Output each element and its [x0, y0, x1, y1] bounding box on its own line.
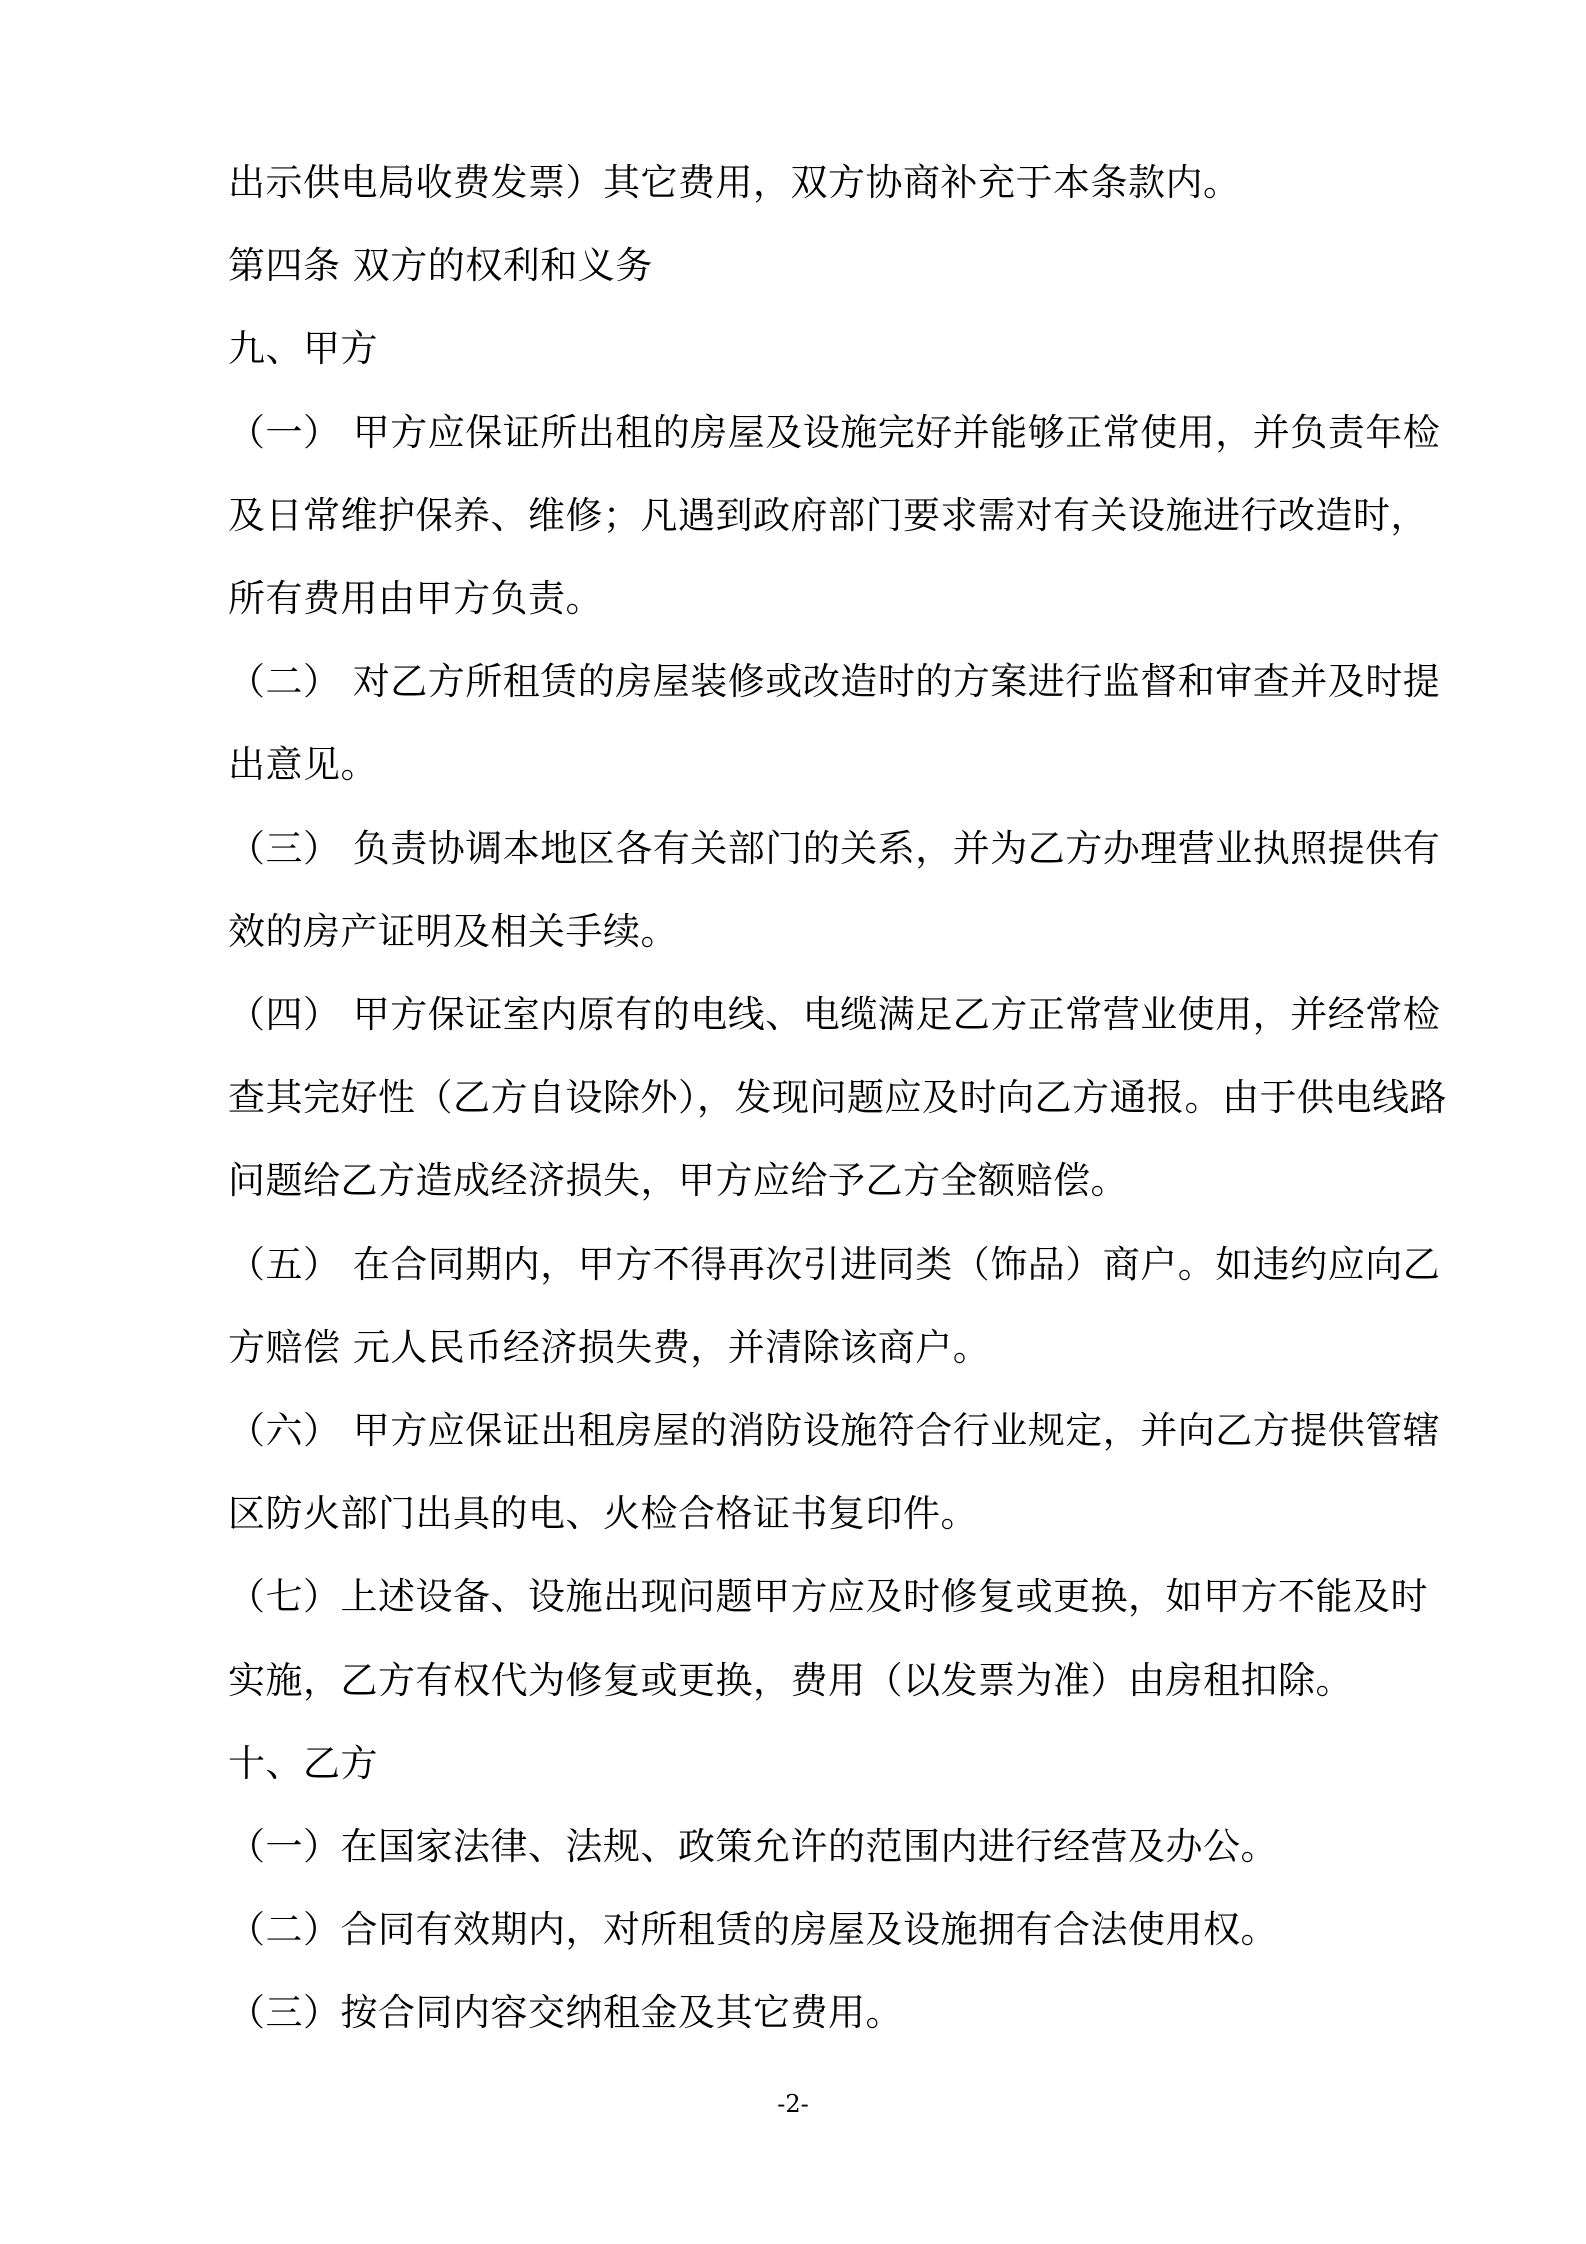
text-line: （二） 对乙方所租赁的房屋装修或改造时的方案进行监督和审查并及时提	[228, 660, 1441, 703]
text-line: 查其完好性（乙方自设除外），发现问题应及时向乙方通报。由于供电线路	[228, 1076, 1447, 1119]
text-line: （二）合同有效期内，对所租赁的房屋及设施拥有合法使用权。	[228, 1908, 1278, 1951]
text-line: （一）在国家法律、法规、政策允许的范围内进行经营及办公。	[228, 1825, 1278, 1868]
text-line: （六） 甲方应保证出租房屋的消防设施符合行业规定，并向乙方提供管辖	[228, 1409, 1441, 1452]
text-line: 及日常维护保养、维修；凡遇到政府部门要求需对有关设施进行改造时，	[228, 494, 1428, 537]
text-line: 实施，乙方有权代为修复或更换，费用（以发票为准）由房租扣除。	[228, 1659, 1353, 1702]
page-number: -2-	[777, 2090, 809, 2118]
text-line: 方赔偿 元人民币经济损失费，并清除该商户。	[228, 1326, 991, 1369]
text-line: 效的房产证明及相关手续。	[228, 910, 678, 953]
text-line: 所有费用由甲方负责。	[228, 577, 603, 620]
text-line: （七）上述设备、设施出现问题甲方应及时修复或更换，如甲方不能及时	[228, 1575, 1428, 1618]
section-heading: 九、甲方	[228, 327, 378, 370]
text-line: 问题给乙方造成经济损失，甲方应给予乙方全额赔偿。	[228, 1159, 1128, 1202]
text-line: 出意见。	[228, 743, 378, 786]
text-line: 出示供电局收费发票）其它费用，双方协商补充于本条款内。	[228, 161, 1241, 204]
section-heading: 十、乙方	[228, 1742, 378, 1785]
text-line: （五） 在合同期内，甲方不得再次引进同类（饰品）商户。如违约应向乙	[228, 1243, 1441, 1286]
text-line: （三） 负责协调本地区各有关部门的关系，并为乙方办理营业执照提供有	[228, 827, 1441, 870]
text-line: （四） 甲方保证室内原有的电线、电缆满足乙方正常营业使用，并经常检	[228, 993, 1441, 1036]
text-line: （一） 甲方应保证所出租的房屋及设施完好并能够正常使用，并负责年检	[228, 411, 1441, 454]
article-heading: 第四条 双方的权利和义务	[228, 244, 653, 287]
text-line: 区防火部门出具的电、火检合格证书复印件。	[228, 1492, 978, 1535]
text-line: （三）按合同内容交纳租金及其它费用。	[228, 1991, 903, 2034]
